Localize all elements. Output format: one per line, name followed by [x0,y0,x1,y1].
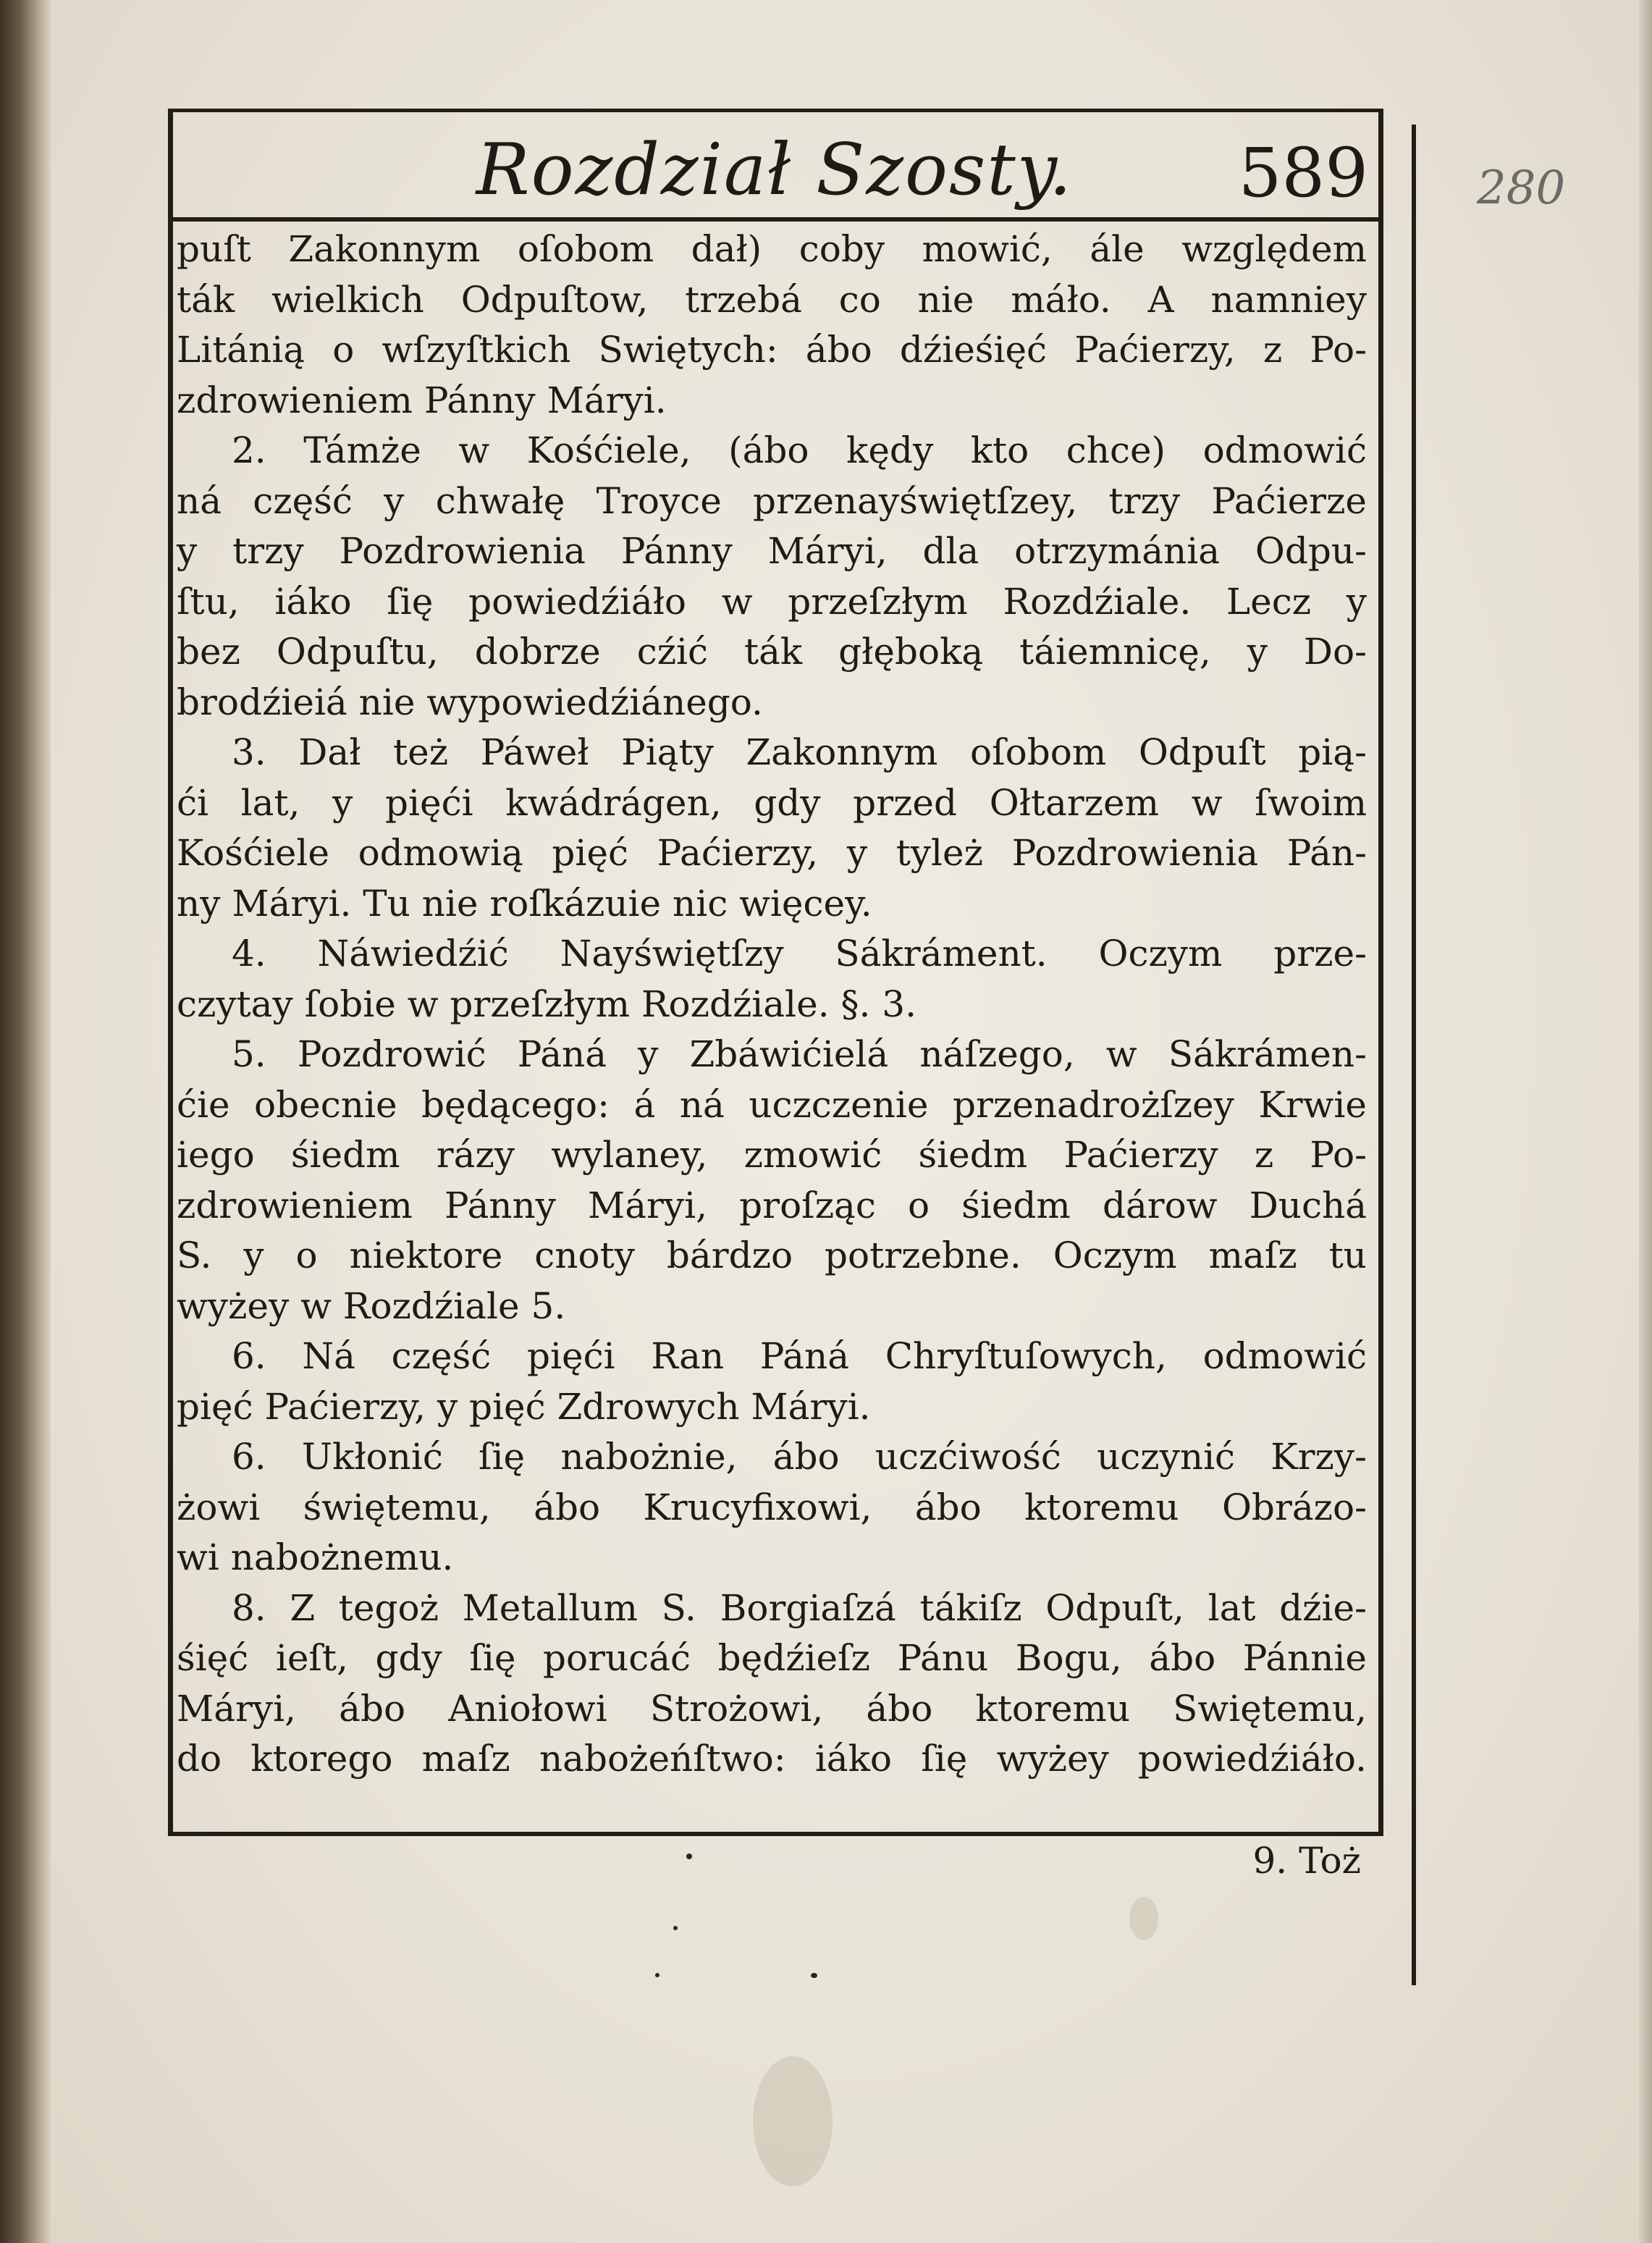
outer-margin-rule [1412,125,1416,1985]
text-line: wyżey w Rozdźiale 5. [177,1284,566,1327]
text-line: czytay ſobie w przeſzłym Rozdźiale. §. 3. [177,982,916,1025]
text-line: 3. Dał też Páweł Piąty Zakonnym oſobom Odpuſt pią- [232,731,1367,773]
ink-speck [811,1973,817,1978]
text-line: brodźieiá nie wypowiedźiánego. [177,681,763,723]
page-number: 589 [1238,134,1368,213]
margin-pencil-note: 280 [1477,161,1566,215]
header-rule [168,217,1383,222]
text-line: Kośćiele odmowią pięć Paćierzy, y tyleż Pozdrowienia Pán- [177,832,1367,874]
text-line: zdrowieniem Pánny Máryi. [177,379,667,421]
text-line: ſtu, iáko ſię powiedźiáło w przeſzłym Rozdźiale. Lecz y [177,580,1367,623]
running-head: Rozdział Szosty. [476,129,1074,211]
text-line: żowi świętemu, ábo Krucyfixowi, ábo ktoremu Obrázo- [177,1486,1367,1528]
text-line: y trzy Pozdrowienia Pánny Máryi, dla otrzymánia Odpu- [177,530,1367,572]
text-line: S. y o niektore cnoty bárdzo potrzebne. Oczym maſz tu [177,1234,1367,1276]
catchword: 9. Toż [1252,1840,1361,1882]
text-line: ná część y chwałę Troyce przenayświętſzey, trzy Paćierze [177,479,1367,522]
ink-speck [655,1973,659,1977]
text-line: puſt Zakonnym oſobom dał) coby mowić, ále względem [177,228,1367,270]
text-line: ták wielkich Odpuſtow, trzebá co nie máło. A namniey [177,278,1367,321]
text-line: do ktorego maſz nabożeńſtwo: iáko ſię wyżey powiedźiáło. [177,1738,1367,1780]
paper-stain [753,2056,833,2187]
page-edge [1639,0,1652,2243]
text-line: 8. Z tegoż Metallum S. Borgiaſzá tákiſz Odpuſt, lat dźie- [232,1586,1367,1629]
text-line: Máryi, ábo Aniołowi Strożowi, ábo ktoremu Swiętemu, [177,1687,1367,1730]
text-line: 5. Pozdrowić Páná y Zbáwićielá náſzego, w Sákrámen- [232,1033,1367,1075]
text-line: ćie obecnie będącego: á ná uczczenie przenadrożſzey Krwie [177,1083,1367,1126]
text-line: 6. Ná część pięći Ran Páná Chryſtuſowych, odmowić [232,1335,1367,1377]
text-line: Litánią o wſzyſtkich Swiętych: ábo dźieśięć Paćierzy, z Po- [177,329,1367,371]
text-line: śięć ieſt, gdy ſię porucáć będźieſz Pánu Bogu, ábo Pánnie [177,1637,1367,1679]
text-line: bez Odpuſtu, dobrze cźić ták głęboką táiemnicę, y Do- [177,631,1367,673]
text-line: iego śiedm rázy wylaney, zmowić śiedm Paćierzy z Po- [177,1134,1367,1176]
text-line: 4. Náwiedźić Nayświętſzy Sákráment. Oczym prze- [232,933,1367,975]
ink-speck [686,1853,692,1859]
body-text [177,224,1367,1817]
ink-speck [673,1926,678,1930]
text-line: zdrowieniem Pánny Máryi, proſząc o śiedm dárow Duchá [177,1184,1367,1226]
text-line: 6. Ukłonić ſię nabożnie, ábo uczćiwość uczynić Krzy- [232,1436,1367,1478]
text-line: ny Máryi. Tu nie roſkázuie nic więcey. [177,882,872,925]
text-line: 2. Támże w Kośćiele, (ábo kędy kto chce) odmowić [232,429,1367,471]
text-line: pięć Paćierzy, y pięć Zdrowych Máryi. [177,1385,871,1428]
text-line: ći lat, y pięći kwádrágen, gdy przed Ołtarzem w ſwoim [177,781,1367,824]
text-line: wi nabożnemu. [177,1536,454,1578]
paper-stain [1129,1897,1158,1940]
book-binding [0,0,51,2243]
